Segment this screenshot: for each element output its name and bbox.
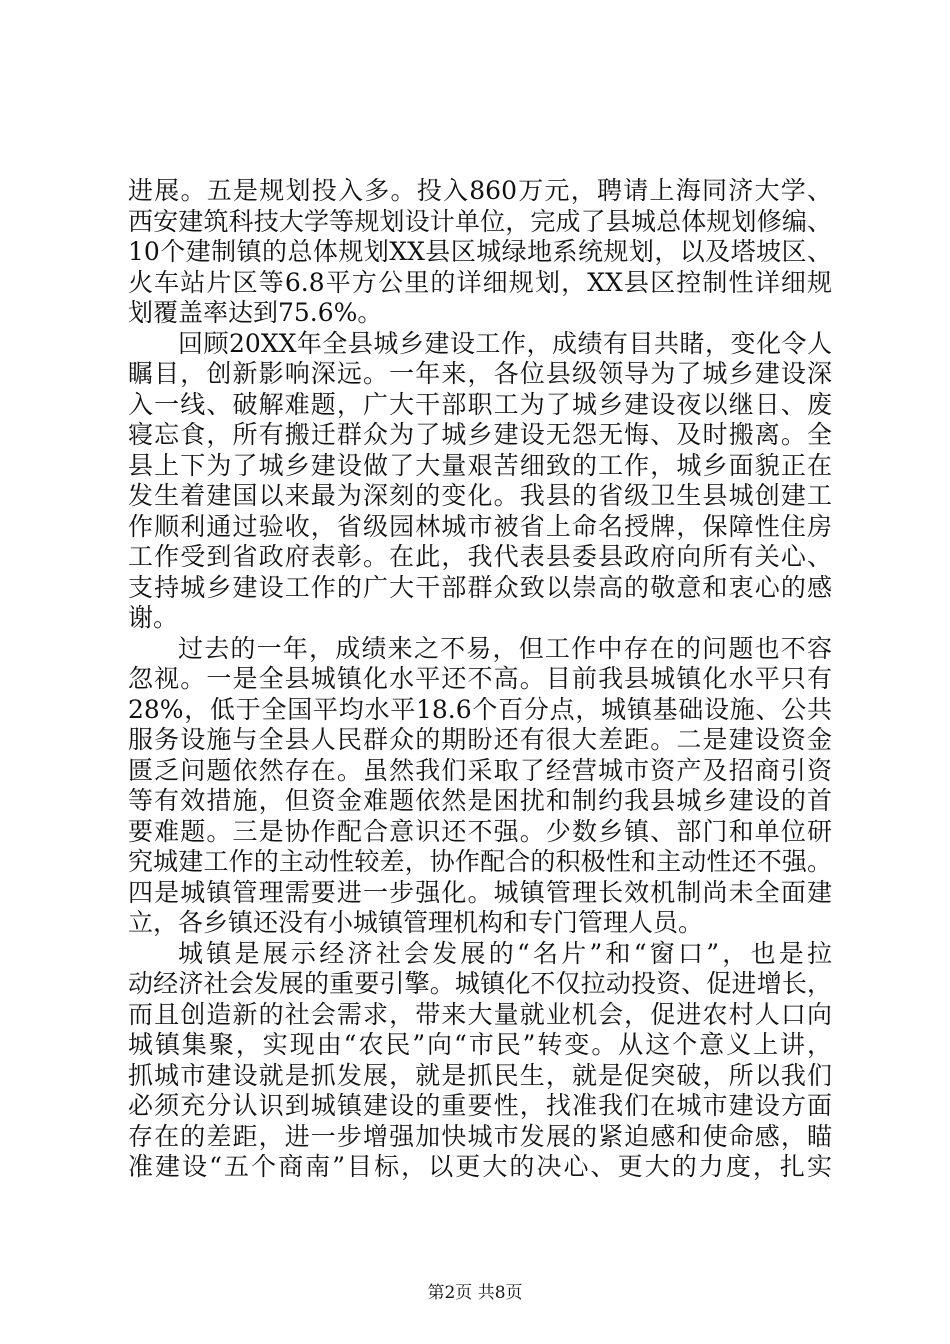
text-line: 究城建工作的主动性较差，协作配合的积极性和主动性还不强。 bbox=[128, 847, 832, 876]
text-line: 发生着建国以来最为深刻的变化。我县的省级卫生县城创建工 bbox=[128, 481, 832, 510]
text-line: 匮乏问题依然存在。虽然我们采取了经营城市资产及招商引资 bbox=[128, 755, 832, 785]
text-line: 必须充分认识到城镇建设的重要性，找准我们在城市建设方面 bbox=[128, 1091, 832, 1120]
text-line: 立，各乡镇还没有小城镇管理机构和专门管理人员。 bbox=[128, 908, 704, 937]
text-line: 入一线、破解难题，广大干部职工为了城乡建设夜以继日、废 bbox=[128, 389, 832, 419]
text-line: 作顺利通过验收，省级园林城市被省上命名授牌，保障性住房 bbox=[128, 511, 832, 541]
text-line: 瞩目，创新影响深远。一年来，各位县级领导为了城乡建设深 bbox=[128, 359, 832, 388]
text-line: 忽视。一是全县城镇化水平还不高。目前我县城镇化水平只有 bbox=[128, 664, 832, 693]
text-line: 动经济社会发展的重要引擎。城镇化不仅拉动投资、促进增长， bbox=[128, 969, 832, 998]
text-line: 服务设施与全县人民群众的期盼还有很大差距。二是建设资金 bbox=[128, 725, 832, 754]
text-line: 10个建制镇的总体规划XX县区城绿地系统规划，以及塔坡区、 bbox=[128, 237, 832, 266]
text-line: 而且创造新的社会需求，带来大量就业机会，促进农村人口向 bbox=[128, 999, 832, 1029]
text-line: 抓城市建设就是抓发展，就是抓民生，就是促突破，所以我们 bbox=[128, 1060, 832, 1090]
text-line: 寝忘食，所有搬迁群众为了城乡建设无怨无悔、及时搬离。全 bbox=[128, 420, 832, 449]
text-line: 进展。五是规划投入多。投入860万元，聘请上海同济大学、 bbox=[128, 176, 832, 205]
text-line: 等有效措施，但资金难题依然是困扰和制约我县城乡建设的首 bbox=[128, 786, 832, 815]
text-line: 县上下为了城乡建设做了大量艰苦细致的工作，城乡面貌正在 bbox=[128, 450, 832, 480]
text-line: 存在的差距，进一步增强加快城市发展的紧迫感和使命感，瞄 bbox=[128, 1121, 832, 1151]
paragraph-first-line: 回顾20XX年全县城乡建设工作，成绩有目共睹，变化令人 bbox=[178, 328, 832, 358]
text-line: 划覆盖率达到75.6%。 bbox=[128, 298, 383, 327]
text-line: 四是城镇管理需要进一步强化。城镇管理长效机制尚未全面建 bbox=[128, 877, 832, 907]
text-line: 28%，低于全国平均水平18.6个百分点，城镇基础设施、公共 bbox=[128, 694, 832, 724]
page-number-footer: 第2页 共8页 bbox=[427, 1283, 523, 1303]
body-text bbox=[128, 176, 832, 1183]
text-line: 工作受到省政府表彰。在此，我代表县委县政府向所有关心、 bbox=[128, 542, 832, 571]
text-line: 准建设“五个商南”目标，以更大的决心、更大的力度，扎实 bbox=[128, 1152, 832, 1181]
text-line: 支持城乡建设工作的广大干部群众致以崇高的敬意和衷心的感 bbox=[128, 572, 832, 602]
text-line: 西安建筑科技大学等规划设计单位，完成了县城总体规划修编、 bbox=[128, 206, 832, 236]
paragraph-first-line: 城镇是展示经济社会发展的“名片”和“窗口”，也是拉 bbox=[178, 938, 832, 968]
text-line: 谢。 bbox=[128, 603, 179, 632]
paragraph-first-line: 过去的一年，成绩来之不易，但工作中存在的问题也不容 bbox=[178, 633, 832, 663]
text-line: 火车站片区等6.8平方公里的详细规划，XX县区控制性详细规 bbox=[128, 267, 832, 297]
text-line: 要难题。三是协作配合意识还不强。少数乡镇、部门和单位研 bbox=[128, 816, 832, 846]
text-line: 城镇集聚，实现由“农民”向“市民”转变。从这个意义上讲， bbox=[128, 1030, 832, 1059]
